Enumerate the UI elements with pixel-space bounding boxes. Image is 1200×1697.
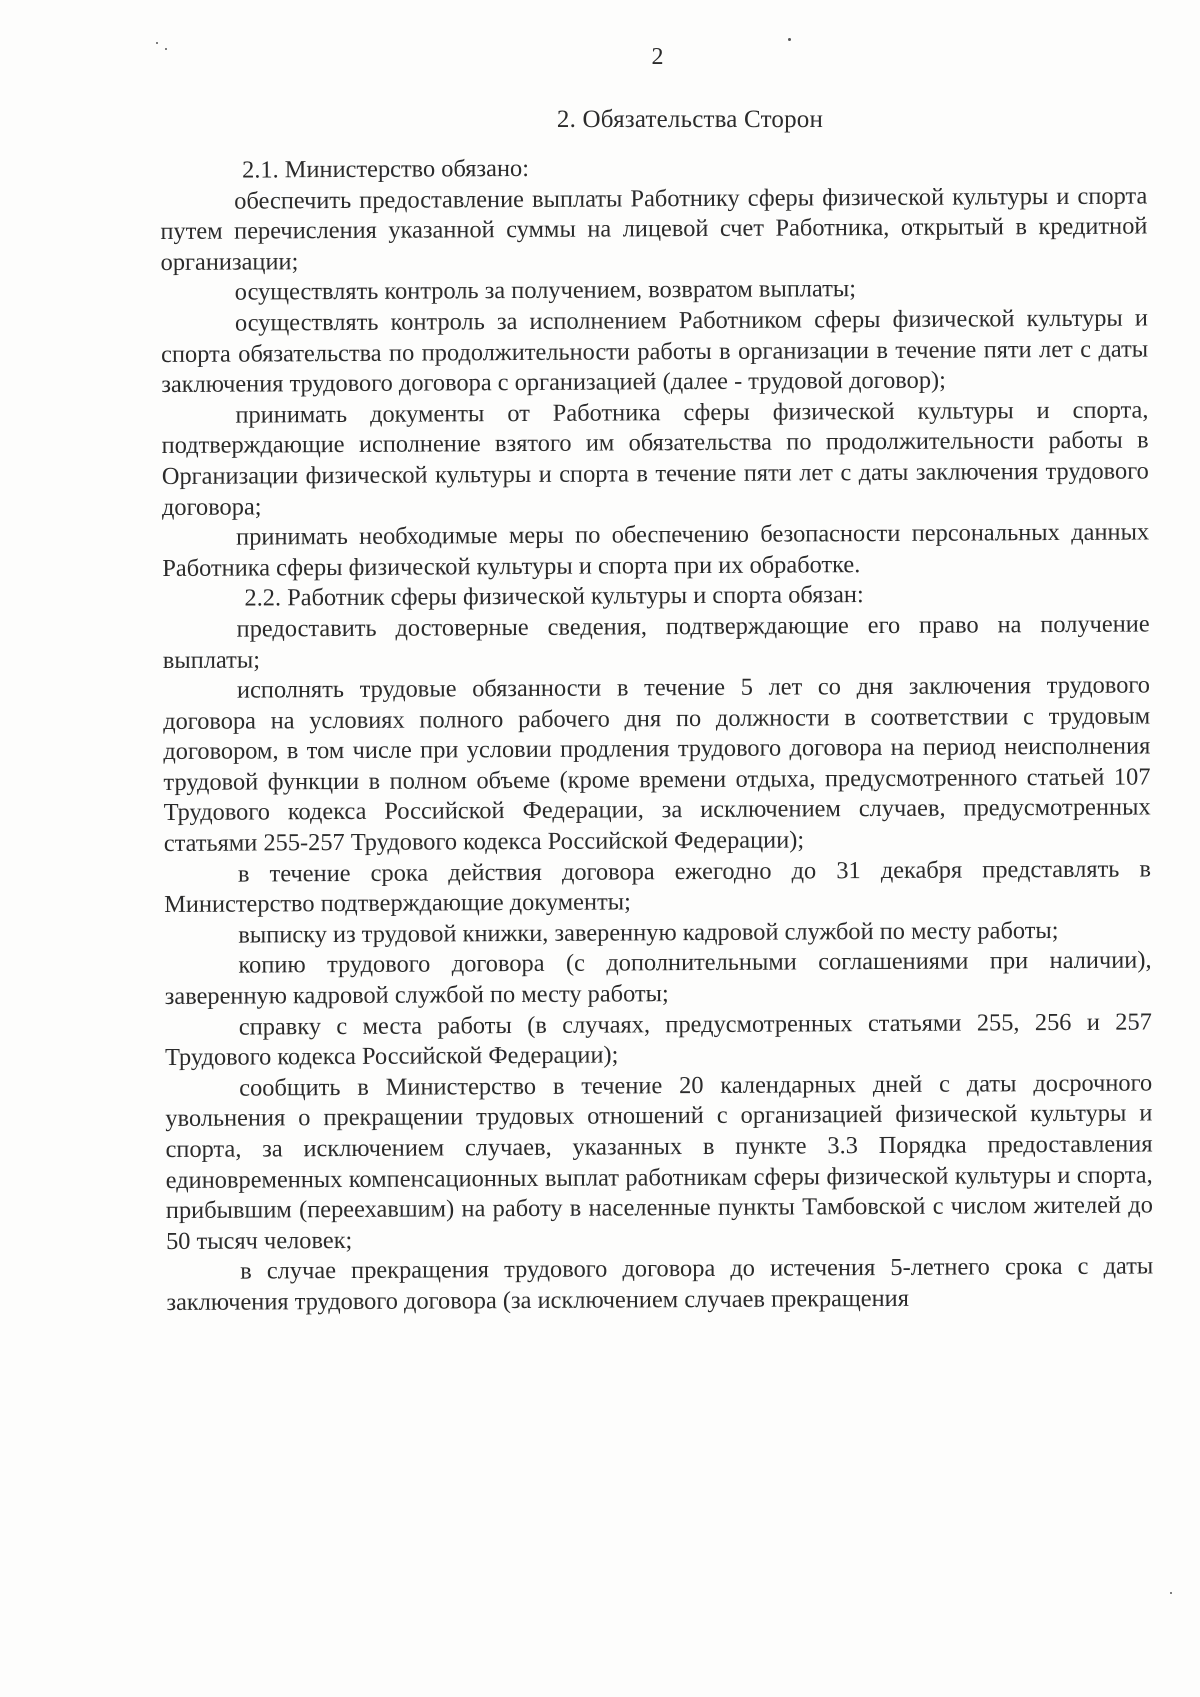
paragraph-notify-dismissal: сообщить в Министерство в течение 20 календарных дней с даты досрочного увольнения о прекращении трудовых отношений с организацией физической культуры и спорта, за исключением случаев, указанных в пункте 3.3 Порядка предоставления единовременных компенсационных выплат работникам сферы физической культуры и спорта, прибывшим (переехавшим) на работу в населенные пункты Тамбовской с числом жителей до 50 тысяч человек;: [165, 1069, 1153, 1255]
paragraph-provide-info: предоставить достоверные сведения, подтверждающие его право на получение выплаты;: [162, 610, 1150, 674]
paragraph-contract-termination: в случае прекращения трудового договора до истечения 5-летнего срока с даты заключения трудового договора (за исключением случаев прекращения: [166, 1252, 1154, 1316]
paragraph-employment-record: выписку из трудовой книжки, заверенную кадровой службой по месту работы;: [238, 916, 1059, 949]
paragraph-annual-documents: в течение срока действия договора ежегодно до 31 декабря представлять в Министерство подтверждающие документы;: [164, 855, 1152, 919]
page-number: 2: [651, 44, 664, 70]
scan-speck: [788, 38, 791, 41]
paragraph-control-receipt: осуществлять контроль за получением, возвратом выплаты;: [234, 275, 857, 306]
section-title: 2. Обязательства Сторон: [556, 106, 824, 133]
scan-speck: [1170, 1592, 1172, 1594]
paragraph-2-1-heading: 2.1. Министерство обязано:: [242, 154, 530, 184]
paragraph-data-security: принимать необходимые меры по обеспечению безопасности персональных данных Работника сферы физической культуры и спорта при их обработке.: [162, 518, 1150, 582]
scan-speck: [156, 42, 158, 44]
paragraph-control-obligation: осуществлять контроль за исполнением Работником сферы физической культуры и спорта обязательства по продолжительности работы в организации в течение пяти лет с даты заключения трудового договора с организацией (далее - трудовой договор);: [161, 304, 1149, 399]
paragraph-ensure-payment: обеспечить предоставление выплаты Работнику сферы физической культуры и спорта путем перечисления указанной суммы на лицевой счет Работника, открытый в кредитной организации;: [160, 182, 1148, 276]
body-text: [160, 150, 1153, 1318]
paragraph-work-certificate: справку с места работы (в случаях, предусмотренных статьями 255, 256 и 257 Трудового кодекса Российской Федерации);: [164, 1008, 1152, 1072]
paragraph-2-2-heading: 2.2. Работник сферы физической культуры и спорта обязан:: [244, 581, 864, 612]
paragraph-contract-copy: копию трудового договора (с дополнительными соглашениями при наличии), заверенную кадровой службой по месту работы;: [164, 946, 1152, 1011]
paragraph-work-duties: исполнять трудовые обязанности в течение 5 лет со дня заключения трудового договора на условиях полного рабочего дня по должности в соответствии с трудовым договором, в том числе при условии продления трудового договора на период неисполнения трудовой функции в полном объеме (кроме времени отдыха, предусмотренного статьей 107 Трудового кодекса Российской Федерации, за исключением случаев, предусмотренных статьями 255-257 Трудового кодекса Российской Федерации);: [163, 671, 1151, 858]
paragraph-accept-documents: принимать документы от Работника сферы физической культуры и спорта, подтверждающие исполнение взятого им обязательства по продолжительности работы в Организации физической культуры и спорта в течение пяти лет с даты заключения трудового договора;: [161, 396, 1149, 521]
scan-speck: [165, 48, 167, 50]
